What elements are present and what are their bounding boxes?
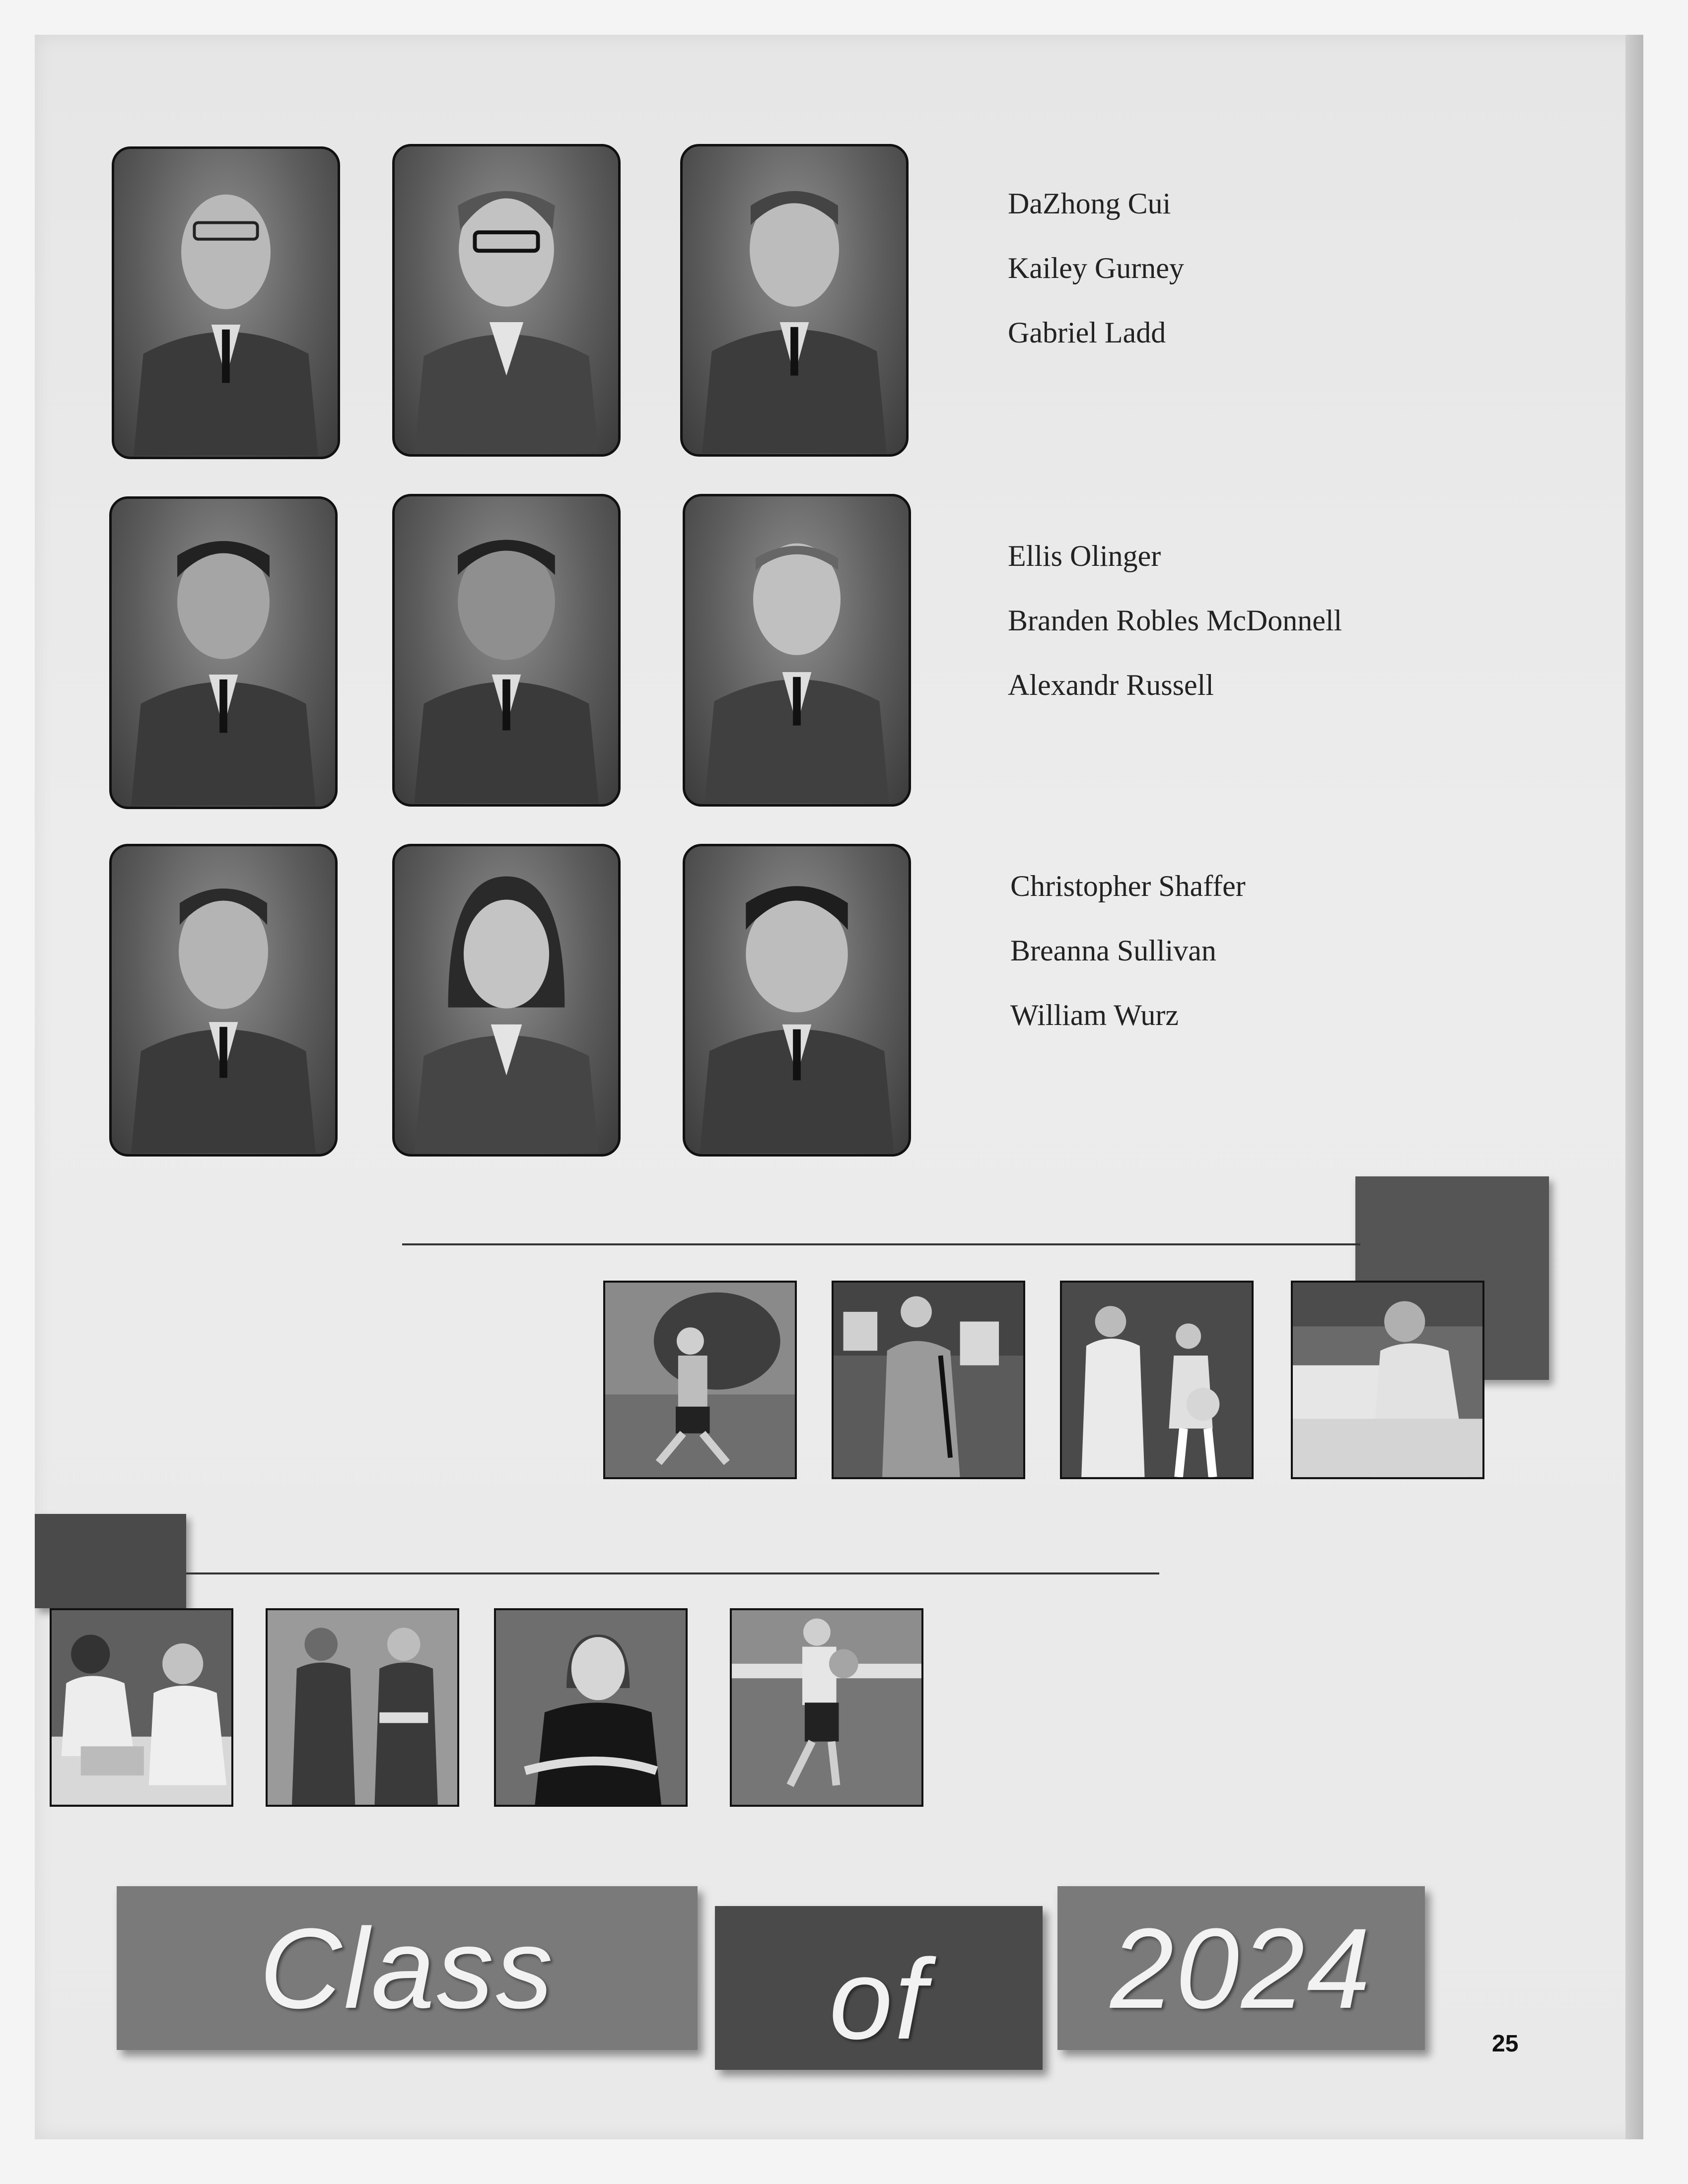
student-name: Christopher Shaffer (1010, 870, 1246, 902)
portrait-photo (683, 494, 911, 807)
student-name: Branden Robles McDonnell (1008, 604, 1342, 637)
page-number: 25 (1492, 2031, 1519, 2057)
portrait-photo (112, 146, 340, 459)
divider-rule (186, 1572, 1159, 1574)
student-name: William Wurz (1010, 999, 1179, 1031)
name-group-1 (1008, 171, 1184, 365)
banner-word-of: of (829, 1935, 928, 2063)
candid-photo (1291, 1281, 1484, 1479)
banner-year (1057, 1886, 1425, 2050)
portrait-photo (392, 494, 621, 807)
candid-photo (1060, 1281, 1254, 1479)
student-name: Ellis Olinger (1008, 540, 1161, 572)
candid-photo (603, 1281, 797, 1479)
banner-word-year: 2024 (1110, 1904, 1372, 2032)
student-name: DaZhong Cui (1008, 187, 1171, 220)
portrait-photo (109, 496, 338, 809)
name-group-3 (1010, 854, 1246, 1047)
banner-class (117, 1886, 698, 2050)
portrait-photo (392, 144, 621, 457)
student-name: Kailey Gurney (1008, 252, 1184, 284)
candid-photo (266, 1608, 459, 1807)
portrait-photo (680, 144, 909, 457)
candid-photo (832, 1281, 1025, 1479)
banner-word-class: Class (259, 1904, 555, 2032)
student-name: Alexandr Russell (1008, 669, 1214, 701)
candid-photo (494, 1608, 688, 1807)
name-group-2 (1008, 524, 1342, 717)
page-binding-edge (1625, 35, 1643, 2139)
divider-rule (402, 1243, 1360, 1245)
banner-of (715, 1906, 1043, 2070)
portrait-photo (683, 844, 911, 1157)
student-name: Gabriel Ladd (1008, 316, 1166, 349)
portrait-photo (109, 844, 338, 1157)
yearbook-page (35, 35, 1643, 2139)
decorative-square (35, 1514, 186, 1608)
candid-photo (50, 1608, 233, 1807)
portrait-photo (392, 844, 621, 1157)
student-name: Breanna Sullivan (1010, 934, 1216, 967)
candid-photo (730, 1608, 923, 1807)
